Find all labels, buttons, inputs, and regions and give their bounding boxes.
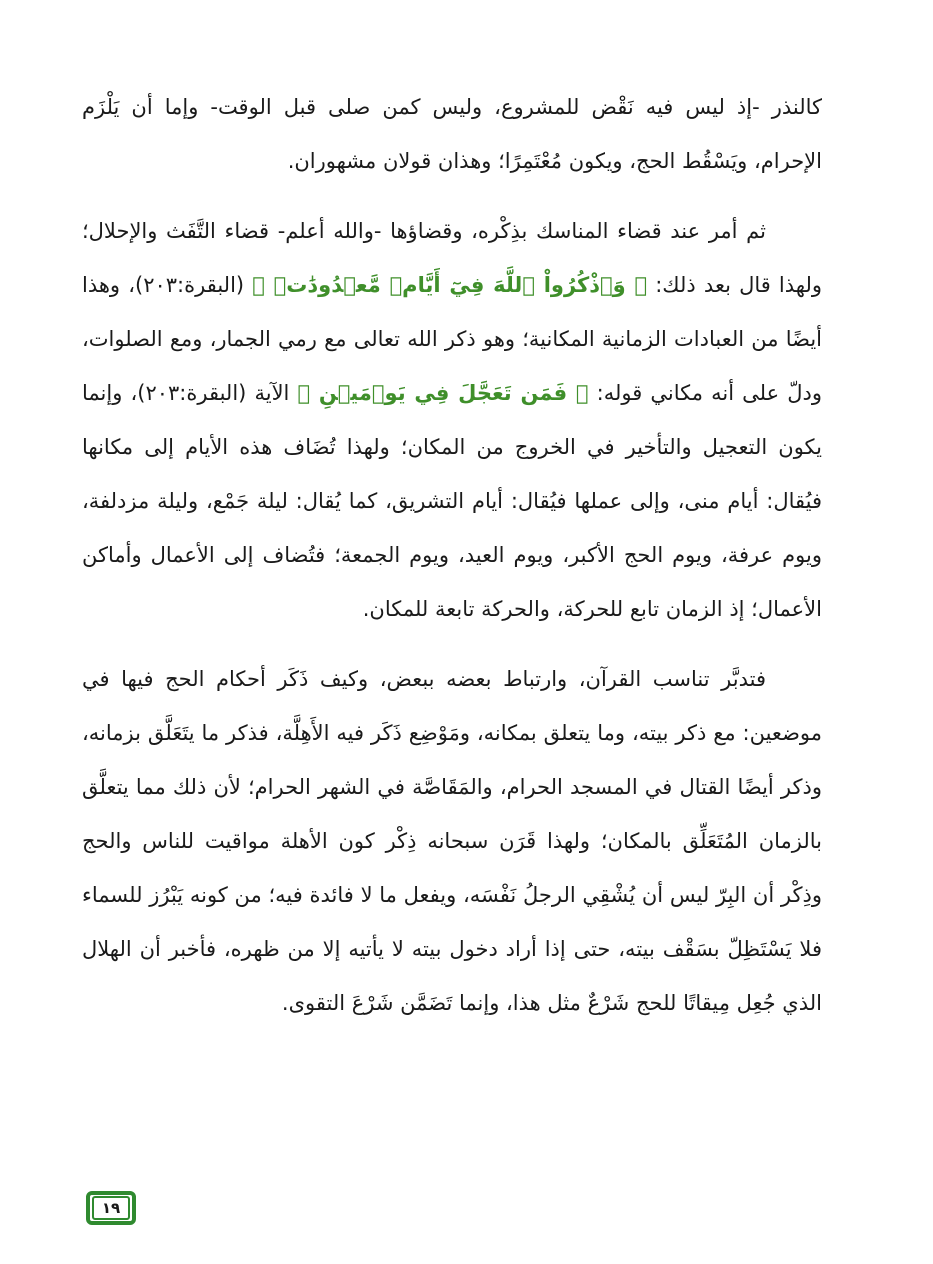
paragraph-1 xyxy=(82,80,822,188)
paragraph-text xyxy=(82,652,822,1030)
paragraph-3 xyxy=(82,652,822,1030)
paragraph-text xyxy=(82,204,822,636)
page-number: ١٩ xyxy=(92,1196,130,1220)
text-run: فتدبَّر تناسب القرآن، وارتباط بعضه ببعض، وكيف ذَكَر أحكام الحج فيها في موضعين: مع ذكر بيته، وما يتعلق بمكانه، ومَوْضِع ذَكَر فيه الأَهِلَّة، فذكر ما يتَعَلَّق بزمانه، وذكر أيضًا القتال في المسجد الحرام، والمَقَاصَّة في الشهر الحرام؛ لأن ذلك مما يتعلَّق بالزمان المُتَعَلِّق بالمكان؛ ولهذا قَرَن سبحانه ذِكْر كون الأهلة مواقيت للناس والحج وذِكْر أن البِرّ ليس أن يُشْقِي الرجلُ نَفْسَه، ويفعل ما لا فائدة فيه؛ من كونه يَبْرُز للسماء فلا يَسْتَظِلّ بسَقْف بيته، حتى إذا أراد دخول بيته لا يأتيه إلا من ظهره، فأخبر أن الهلال الذي جُعِل مِيقاتًا للحج شَرْعٌ مثل هذا، وإنما تَضَمَّن شَرْعَ التقوى. xyxy=(82,667,822,1015)
paragraph-2 xyxy=(82,204,822,636)
text-run: ثم أمر عند قضاء المناسك بذِكْره، وقضاؤها -والله أعلم- قضاء التَّفَث والإحلال؛ ولهذا قال بعد ذلك: xyxy=(82,219,823,297)
text-run: (البقرة:٢٠٣)، وهذا أيضًا من العبادات الزمانية المكانية؛ وهو ذكر الله تعالى مع رمي الجمار، ومع الصلوات، ودلّ على أنه مكاني قوله: xyxy=(82,273,822,405)
quran-verse: ﴿ وَٱذْكُرُواْ ٱللَّهَ فِيٓ أَيَّامٖ مَّعۡدُودَٰتٖ ﴾ xyxy=(252,273,648,297)
text-run: كالنذر -إذ ليس فيه نَقْض للمشروع، وليس كمن صلى قبل الوقت- وإما أن يَلْزَم الإحرام، ويَسْقُط الحج، ويكون مُعْتَمِرًا؛ وهذان قولان مشهوران. xyxy=(82,95,822,173)
quran-verse: ﴿ فَمَن تَعَجَّلَ فِي يَوۡمَيۡنِ ﴾ xyxy=(297,381,589,405)
page-number-frame xyxy=(86,1191,136,1225)
page-body xyxy=(82,80,822,1046)
text-run: الآية (البقرة:٢٠٣)، وإنما يكون التعجيل والتأخير في الخروج من المكان؛ ولهذا تُضَاف هذه الأيام إلى مكانها فيُقال: أيام منى، وإلى عملها فيُقال: أيام التشريق، كما يُقال: ليلة جَمْع، وليلة مزدلفة، ويوم عرفة، ويوم الحج الأكبر، ويوم العيد، ويوم الجمعة؛ فتُضاف إلى الأعمال وأماكن الأعمال؛ إذ الزمان تابع للحركة، والحركة تابعة للمكان. xyxy=(82,381,822,621)
paragraph-text xyxy=(82,80,822,188)
